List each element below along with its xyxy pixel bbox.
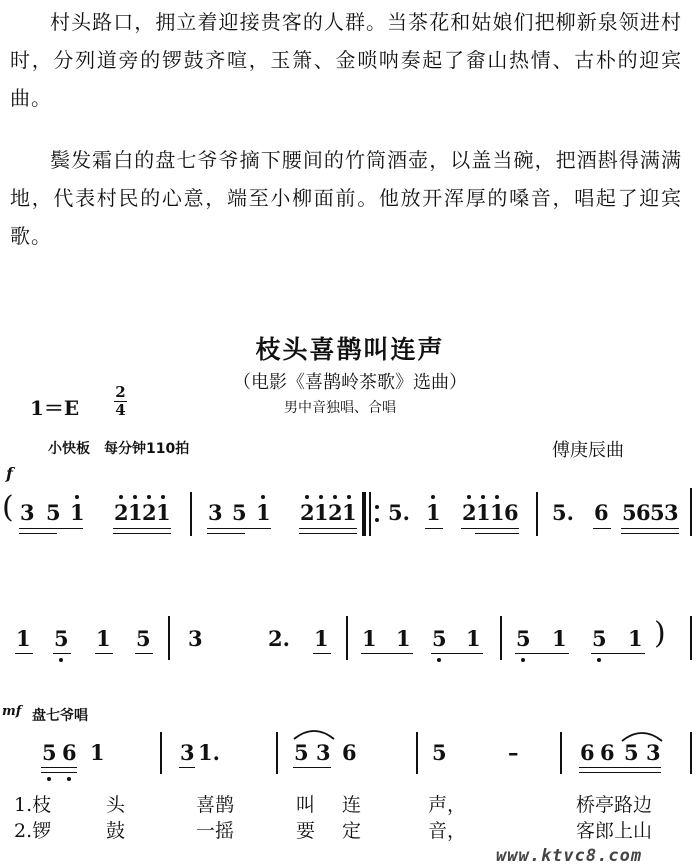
note: 1 — [156, 500, 171, 525]
lyric-syllable: 声， — [428, 794, 467, 816]
time-signature-bottom: 4 — [115, 401, 126, 419]
time-signature-top: 2 — [115, 383, 126, 401]
note: 5 — [54, 626, 69, 651]
note: – — [508, 740, 519, 765]
note: 1 — [90, 740, 105, 765]
note: 3 — [646, 740, 661, 765]
note: 5 — [650, 500, 665, 525]
note: 5 — [42, 740, 57, 765]
key-signature: 1＝E — [30, 396, 80, 420]
note: 2 — [300, 500, 315, 525]
lyric-syllable: 音， — [428, 820, 467, 842]
note: 6 — [580, 740, 595, 765]
note: 3 — [188, 626, 203, 651]
note: 5. — [388, 500, 410, 525]
lyric-syllable: 1.枝 — [14, 794, 52, 816]
song-source: （电影《喜鹊岭茶歌》选曲） — [233, 372, 467, 393]
note: 5 — [624, 740, 639, 765]
dynamic-forte: f — [6, 464, 13, 483]
note: 1 — [314, 500, 329, 525]
time-signature — [114, 384, 127, 419]
lyric-syllable: 桥亭路边 — [576, 794, 653, 816]
note: 6 — [594, 500, 609, 525]
lyric-syllable: 定 — [342, 820, 362, 842]
singer-label: 盘七爷唱 — [32, 708, 88, 724]
note: 3 — [20, 500, 35, 525]
story-paragraph-2: 鬓发霜白的盘七爷爷摘下腰间的竹筒酒壶，以盖当碗，把酒斟得满满地，代表村民的心意，端至小柳面前。他放开浑厚的嗓音，唱起了迎宾歌。 — [10, 148, 682, 248]
note: 1 — [426, 500, 441, 525]
note: 2 — [114, 500, 129, 525]
note: 2. — [268, 626, 290, 651]
note: 1 — [476, 500, 491, 525]
note: 1 — [96, 626, 111, 651]
note: 5 — [294, 740, 309, 765]
open-paren: ( — [2, 490, 14, 525]
note: 2 — [328, 500, 343, 525]
note: 5. — [552, 500, 574, 525]
close-paren: ) — [654, 616, 666, 651]
tempo-marking: 小快板 每分钟110拍 — [48, 441, 190, 457]
slur — [292, 727, 336, 741]
note: 1 — [70, 500, 85, 525]
song-title: 枝头喜鹊叫连声 — [255, 335, 445, 364]
note: 1. — [198, 740, 220, 765]
note: 1 — [552, 626, 567, 651]
note: 5 — [516, 626, 531, 651]
lyric-syllable: 要 — [296, 820, 316, 842]
note: 1 — [256, 500, 271, 525]
note: 6 — [504, 500, 519, 525]
note: 5 — [622, 500, 637, 525]
note: 1 — [490, 500, 505, 525]
note: 3 — [180, 740, 195, 765]
lyric-syllable: 头 — [106, 794, 126, 816]
lyric-syllable: 喜鹊 — [196, 794, 235, 816]
lyric-syllable: 2.锣 — [14, 820, 52, 842]
note: 1 — [628, 626, 643, 651]
site-watermark: www.ktvc8.com — [496, 846, 643, 866]
note: 5 — [592, 626, 607, 651]
note: 6 — [62, 740, 77, 765]
performers: 男中音独唱、合唱 — [284, 400, 396, 416]
note: 5 — [432, 740, 447, 765]
note: 1 — [466, 626, 481, 651]
note: 1 — [362, 626, 377, 651]
composer-credit: 傅庚辰曲 — [552, 440, 624, 461]
note: 6 — [600, 740, 615, 765]
note: 1 — [128, 500, 143, 525]
lyric-syllable: 一摇 — [196, 820, 235, 842]
lyric-syllable: 客郎上山 — [576, 820, 653, 842]
note: 2 — [462, 500, 477, 525]
note: 1 — [396, 626, 411, 651]
note: 5 — [136, 626, 151, 651]
note: 5 — [432, 626, 447, 651]
note: 1 — [342, 500, 357, 525]
note: 5 — [232, 500, 247, 525]
note: 1 — [16, 626, 31, 651]
note: 3 — [664, 500, 679, 525]
note: 3 — [208, 500, 223, 525]
note: 6 — [636, 500, 651, 525]
note: 1 — [314, 626, 329, 651]
lyric-syllable: 连 — [342, 794, 362, 816]
note: 2 — [142, 500, 157, 525]
lyric-syllable: 鼓 — [106, 820, 126, 842]
lyric-syllable: 叫 — [296, 794, 316, 816]
story-paragraph-1: 村头路口，拥立着迎接贵客的人群。当茶花和姑娘们把柳新泉领进村时，分列道旁的锣鼓齐喧，玉箫、金唢呐奏起了畲山热情、古朴的迎宾曲。 — [10, 10, 682, 110]
note: 5 — [46, 500, 61, 525]
dynamic-mezzo-forte: mf — [2, 704, 22, 719]
note: 6 — [342, 740, 357, 765]
note: 3 — [316, 740, 331, 765]
